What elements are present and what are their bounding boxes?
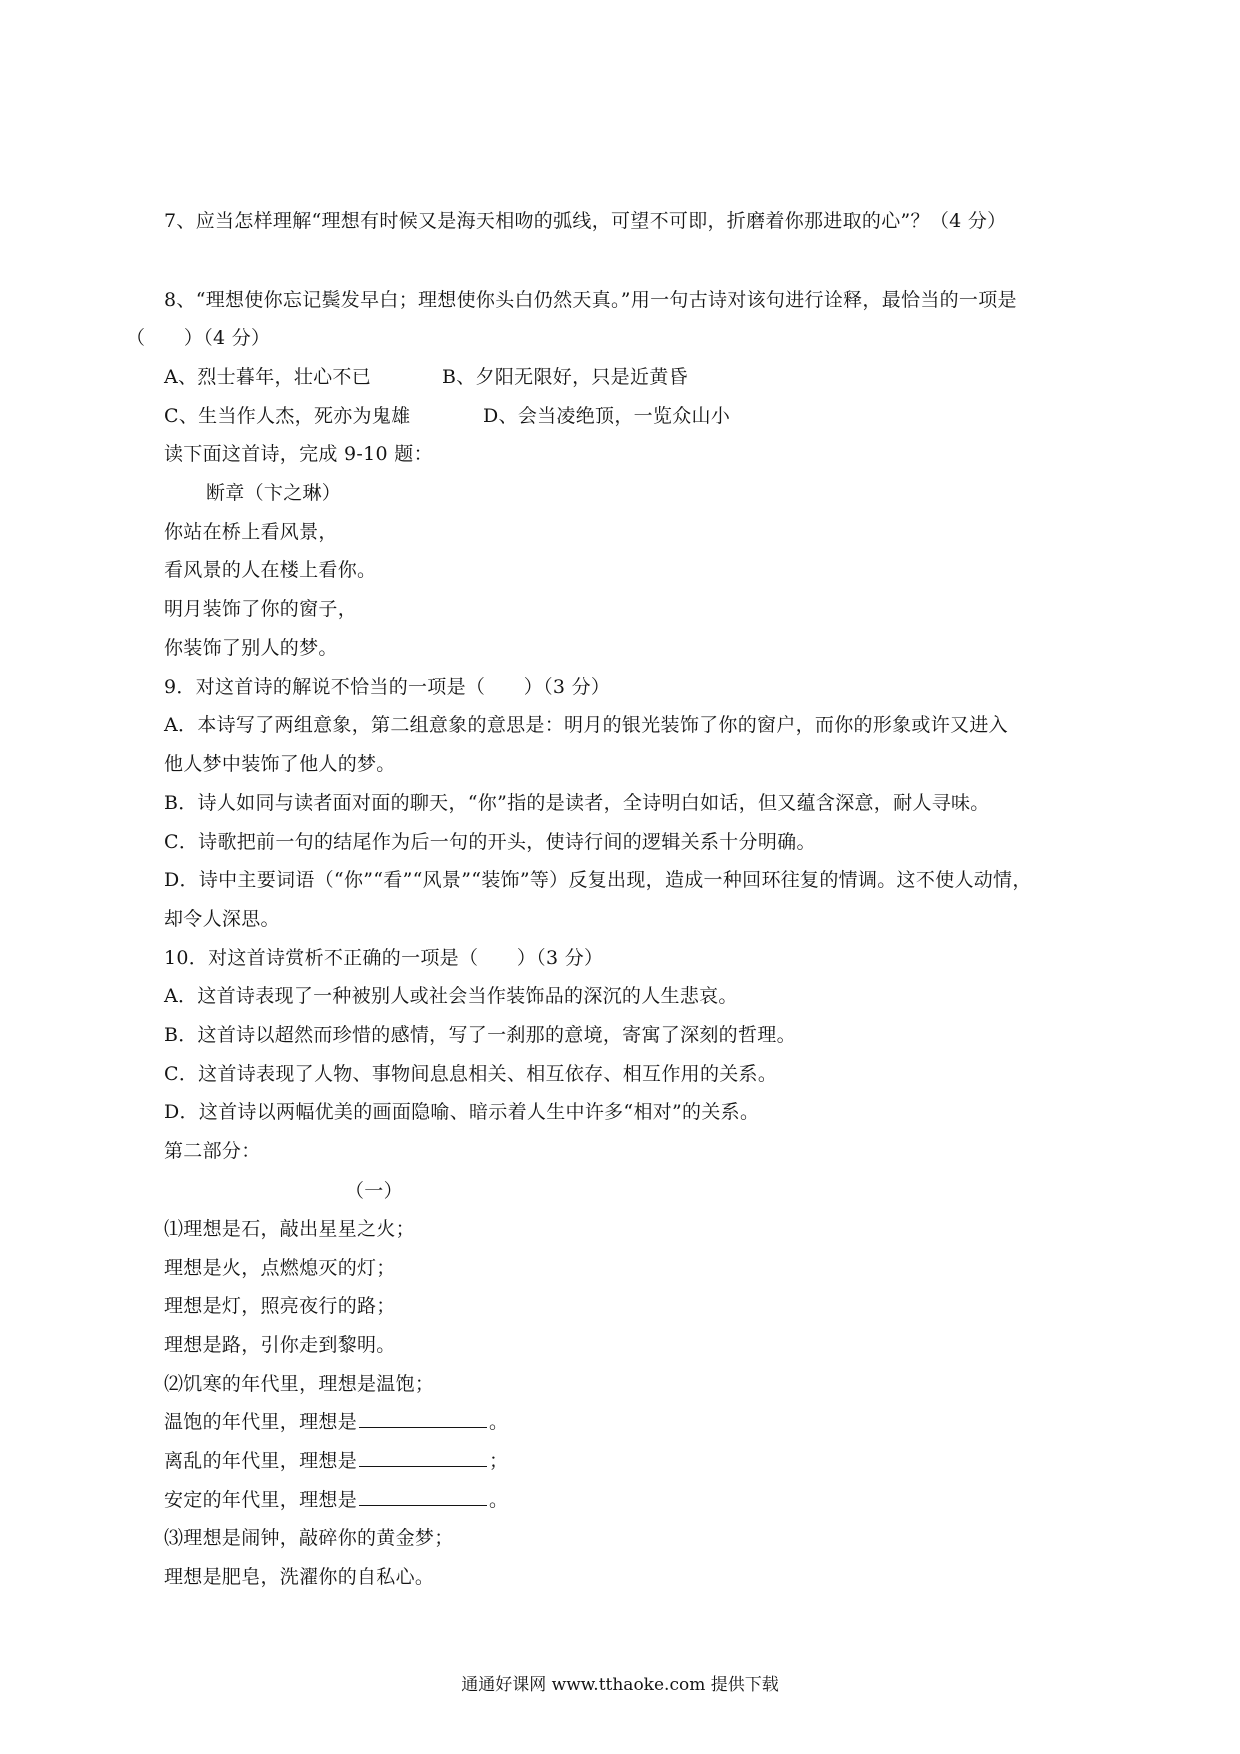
passage-text: 安定的年代里，理想是 (164, 1489, 358, 1511)
question-8-option-d: D、会当凌绝顶，一览众山小 (483, 405, 731, 427)
passage-punctuation: ； (489, 1450, 509, 1472)
passage-fill-line (164, 1448, 508, 1474)
section-heading: （一） (345, 1180, 403, 1202)
question-10-option-a: A．这首诗表现了一种被别人或社会当作装饰品的深沉的人生悲哀。 (164, 985, 738, 1007)
poem-line: 明月装饰了你的窗子， (164, 598, 358, 620)
answer-blank[interactable] (359, 1487, 487, 1506)
question-9-option-d-line2: 却令人深思。 (164, 908, 280, 930)
part-two-heading: 第二部分： (164, 1140, 261, 1162)
poem-line: 你装饰了别人的梦。 (164, 637, 338, 659)
question-9-option-b: B．诗人如同与读者面对面的聊天，“你”指的是读者，全诗明白如话，但又蕴含深意，耐人寻味。 (164, 792, 990, 814)
page-footer: 通通好课网 www.tthaoke.com 提供下载 (461, 1675, 779, 1695)
question-8-stem-line1: 8、“理想使你忘记鬓发早白；理想使你头白仍然天真。”用一句古诗对该句进行诠释，最恰当的一项是 (164, 289, 1017, 311)
question-8-stem-line2: （ ）（4 分） (126, 327, 271, 349)
question-8-option-a: A、烈士暮年，壮心不已 (164, 366, 372, 388)
question-9-stem: 9．对这首诗的解说不恰当的一项是（ ）（3 分） (164, 676, 611, 698)
question-10-option-c: C．这首诗表现了人物、事物间息息相关、相互依存、相互作用的关系。 (164, 1063, 778, 1085)
question-10-option-b: B．这首诗以超然而珍惜的感情，写了一刹那的意境，寄寓了深刻的哲理。 (164, 1024, 796, 1046)
answer-blank[interactable] (359, 1448, 487, 1467)
question-8-option-c: C、生当作人杰，死亦为鬼雄 (164, 405, 411, 427)
passage-line: ⑴理想是石，敲出星星之火； (164, 1218, 415, 1240)
question-9-option-a-line1: A．本诗写了两组意象，第二组意象的意思是：明月的银光装饰了你的窗户，而你的形象或许又进入 (164, 714, 1008, 736)
passage-text: 离乱的年代里，理想是 (164, 1450, 358, 1472)
poem-title: 断章（卞之琳） (206, 482, 342, 504)
passage-fill-line (164, 1409, 508, 1435)
question-9-option-c: C．诗歌把前一句的结尾作为后一句的开头，使诗行间的逻辑关系十分明确。 (164, 831, 816, 853)
passage-line: ⑶理想是闹钟，敲碎你的黄金梦； (164, 1527, 454, 1549)
passage-punctuation: 。 (489, 1489, 509, 1511)
question-7: 7、应当怎样理解“理想有时候又是海天相吻的弧线，可望不可即，折磨着你那进取的心”？（4 分） (164, 210, 1007, 232)
answer-blank[interactable] (359, 1409, 487, 1428)
passage-punctuation: 。 (489, 1411, 509, 1433)
question-10-stem: 10．对这首诗赏析不正确的一项是（ ）（3 分） (164, 947, 604, 969)
question-8-option-b: B、夕阳无限好，只是近黄昏 (442, 366, 688, 388)
passage-line: 理想是火，点燃熄灭的灯； (164, 1257, 396, 1279)
question-9-option-d-line1: D．诗中主要词语（“你”“看”“风景”“装饰”等）反复出现，造成一种回环往复的情调。这不使人动情， (164, 869, 1032, 891)
passage-line: 理想是灯，照亮夜行的路； (164, 1295, 396, 1317)
passage-line: ⑵饥寒的年代里，理想是温饱； (164, 1373, 435, 1395)
passage-text: 温饱的年代里，理想是 (164, 1411, 358, 1433)
question-9-option-a-line2: 他人梦中装饰了他人的梦。 (164, 753, 396, 775)
poem-intro: 读下面这首诗，完成 9-10 题： (164, 443, 433, 465)
passage-line: 理想是路，引你走到黎明。 (164, 1334, 396, 1356)
passage-line: 理想是肥皂，洗濯你的自私心。 (164, 1566, 435, 1588)
question-10-option-d: D．这首诗以两幅优美的画面隐喻、暗示着人生中许多“相对”的关系。 (164, 1101, 760, 1123)
poem-line: 你站在桥上看风景， (164, 521, 338, 543)
passage-fill-line (164, 1487, 508, 1513)
poem-line: 看风景的人在楼上看你。 (164, 559, 377, 581)
